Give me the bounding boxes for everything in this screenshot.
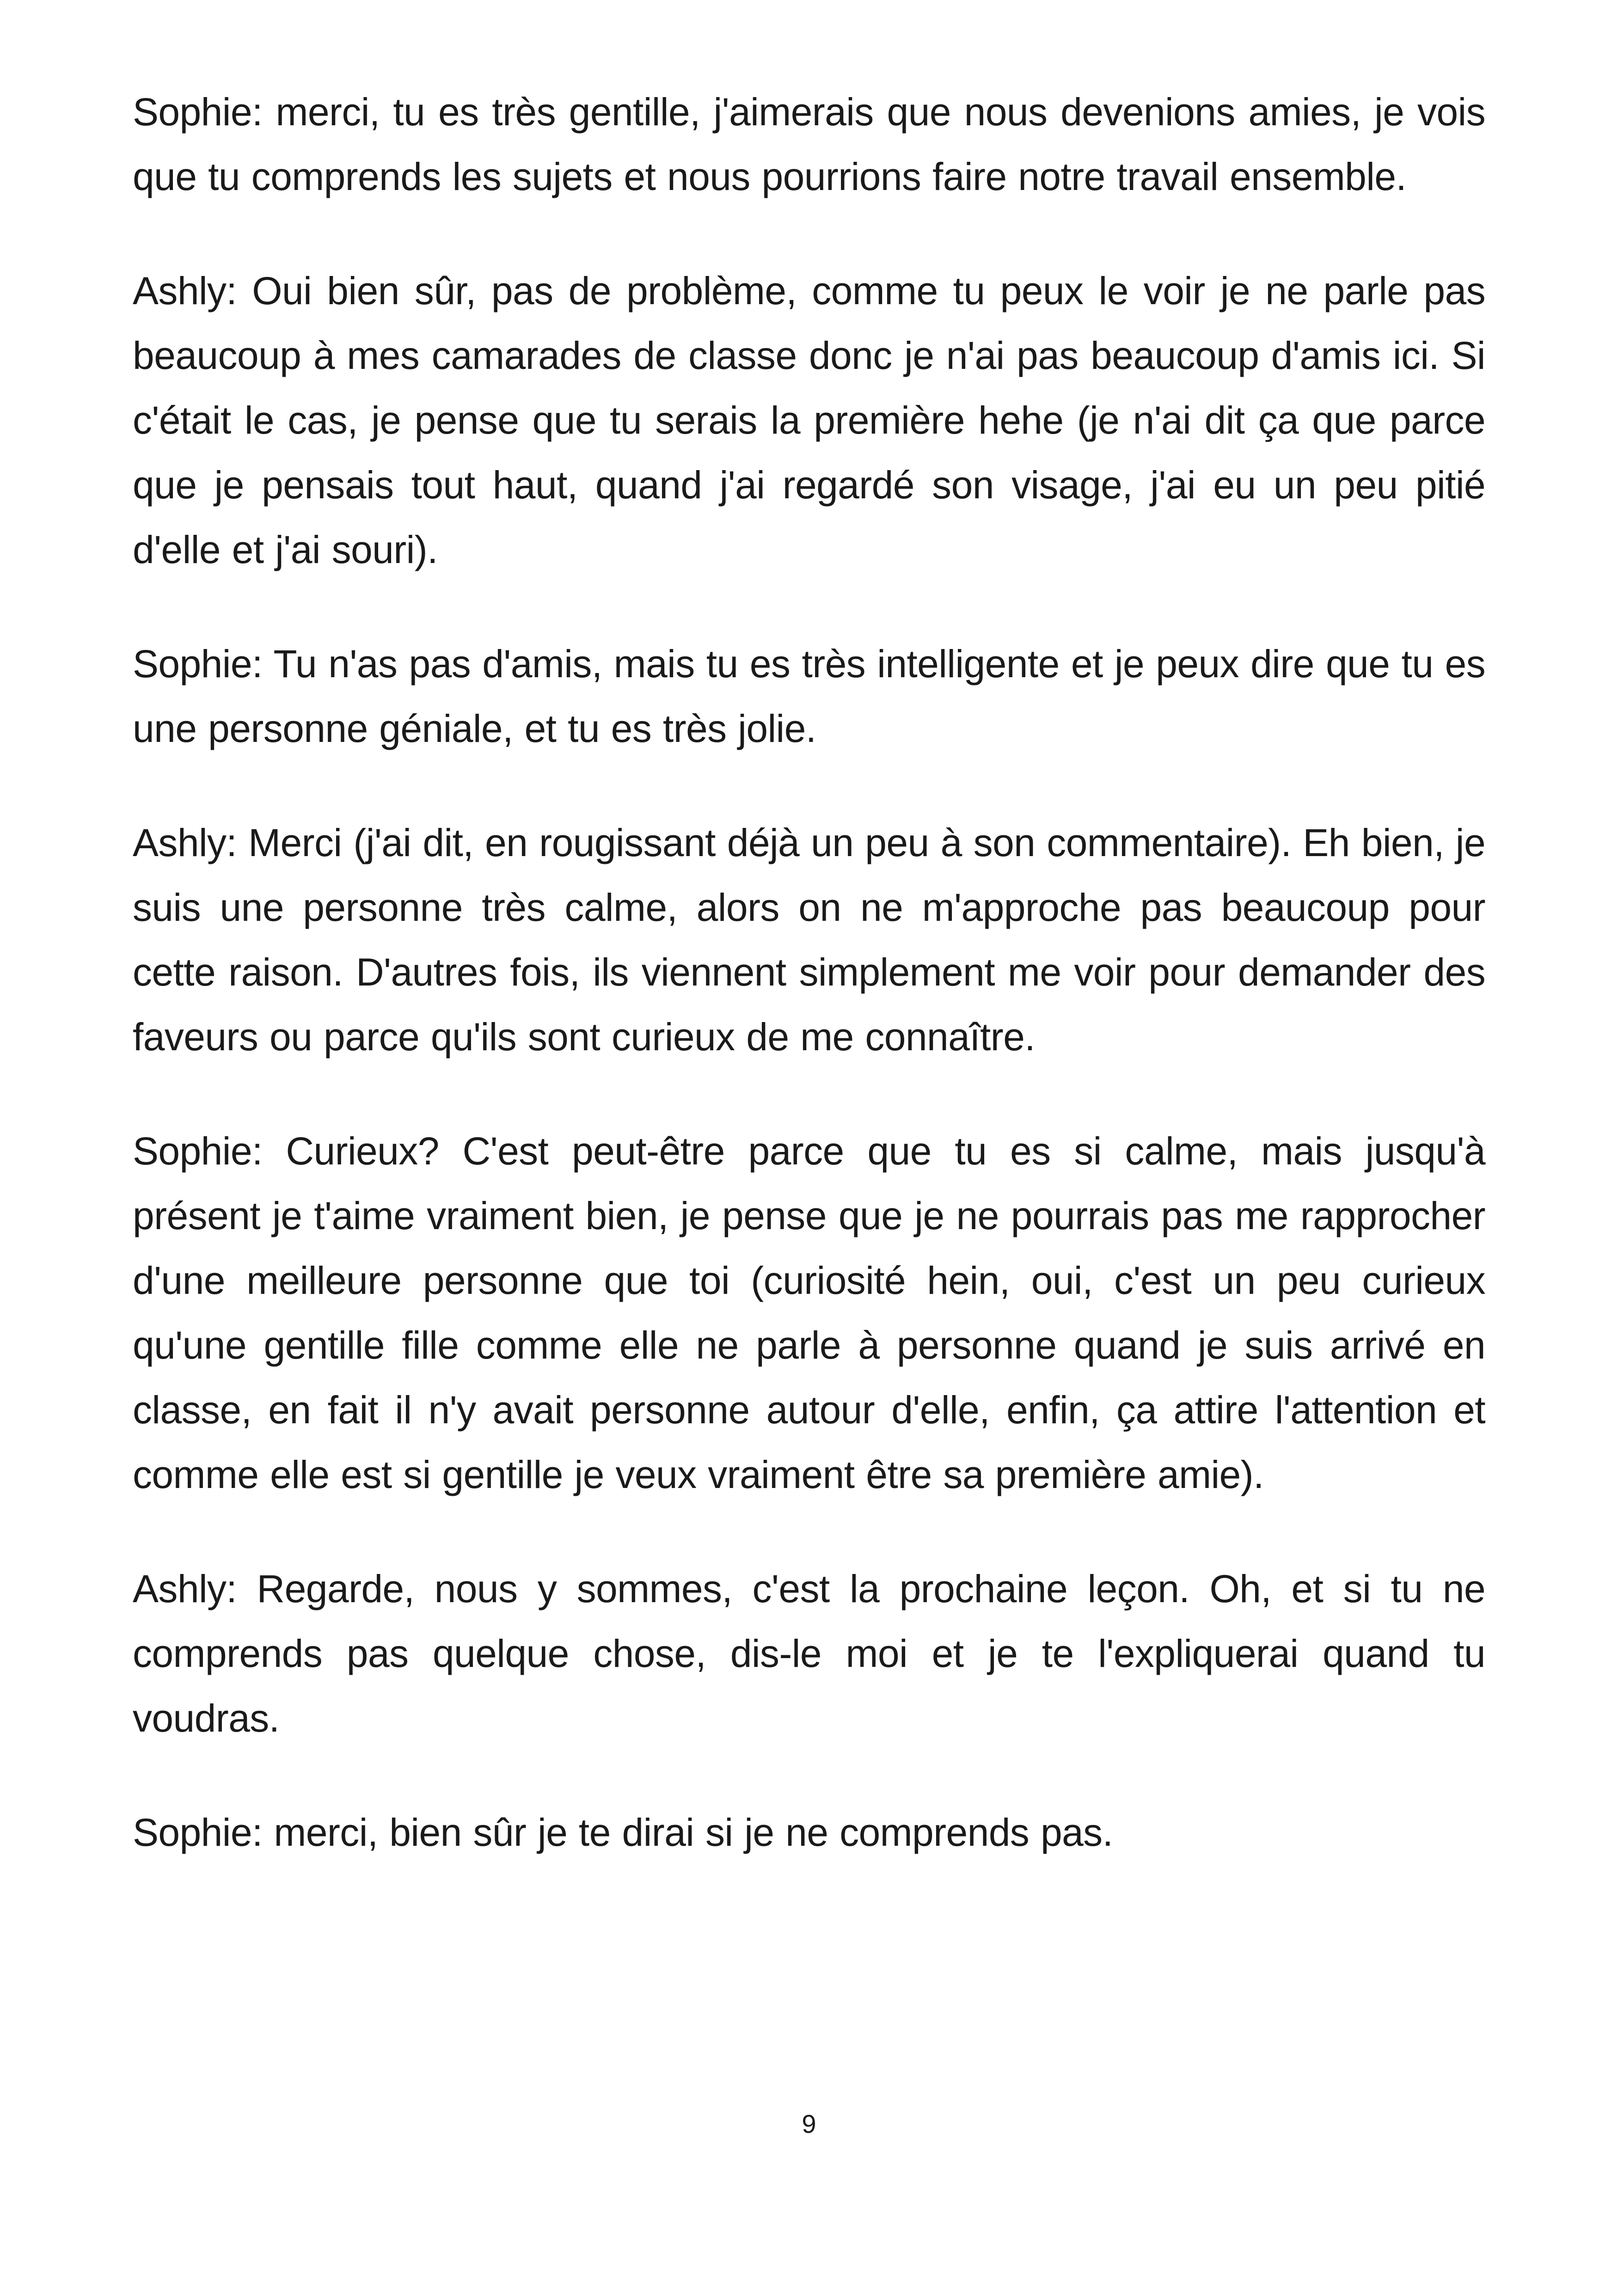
page-body <box>133 80 1485 1914</box>
dialogue-paragraph: Ashly: Merci (j'ai dit, en rougissant déjà un peu à son commentaire). Eh bien, je suis une personne très calme, alors on ne m'approche pas beaucoup pour cette raison. D'autres fois, ils viennent simplement me voir pour demander des faveurs ou parce qu'ils sont curieux de me connaître. <box>133 821 1485 1059</box>
dialogue-paragraph: Sophie: merci, tu es très gentille, j'aimerais que nous devenions amies, je vois que tu comprends les sujets et nous pourrions faire notre travail ensemble. <box>133 90 1485 198</box>
dialogue-paragraph: Sophie: merci, bien sûr je te dirai si je ne comprends pas. <box>133 1811 1113 1854</box>
dialogue-paragraph: Ashly: Regarde, nous y sommes, c'est la prochaine leçon. Oh, et si tu ne comprends pas quelque chose, dis-le moi et je te l'expliquerai quand tu voudras. <box>133 1567 1485 1740</box>
dialogue-paragraph: Sophie: Curieux? C'est peut-être parce que tu es si calme, mais jusqu'à présent je t'aime vraiment bien, je pense que je ne pourrais pas me rapprocher d'une meilleure personne que toi (curiosité hein, oui, c'est un peu curieux qu'une gentille fille comme elle ne parle à personne quand je suis arrivé en classe, en fait il n'y avait personne autour d'elle, enfin, ça attire l'attention et comme elle est si gentille je veux vraiment être sa première amie). <box>133 1129 1485 1496</box>
dialogue-paragraph: Sophie: Tu n'as pas d'amis, mais tu es très intelligente et je peux dire que tu es une personne géniale, et tu es très jolie. <box>133 642 1485 750</box>
dialogue-paragraph: Ashly: Oui bien sûr, pas de problème, comme tu peux le voir je ne parle pas beaucoup à mes camarades de classe donc je n'ai pas beaucoup d'amis ici. Si c'était le cas, je pense que tu serais la première hehe (je n'ai dit ça que parce que je pensais tout haut, quand j'ai regardé son visage, j'ai eu un peu pitié d'elle et j'ai souri). <box>133 269 1485 571</box>
page-number: 9 <box>802 2109 816 2138</box>
